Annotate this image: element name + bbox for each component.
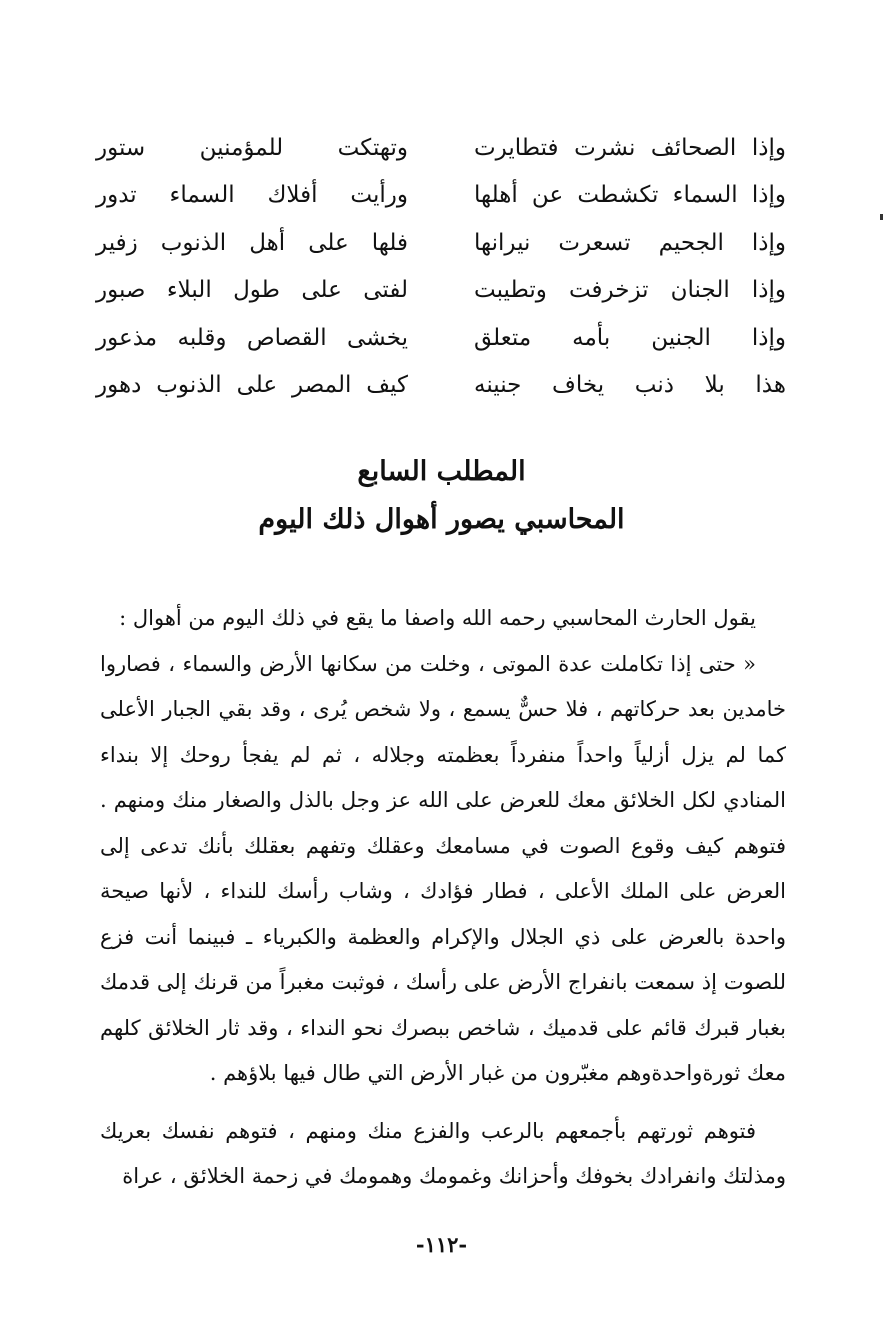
verse-first-hemistich: وإذا الجنين بأمه متعلق — [474, 324, 786, 351]
poem-verse — [96, 362, 786, 410]
poem-verse — [96, 314, 786, 362]
poem-verse — [96, 219, 786, 267]
intro-paragraph: يقول الحارث المحاسبي رحمه الله واصفا ما يقع في ذلك اليوم من أهوال : — [119, 606, 756, 630]
verse-second-hemistich: كيف المصر على الذنوب دهور — [96, 372, 408, 399]
verse-first-hemistich: وإذا الجنان تزخرفت وتطيبت — [474, 277, 786, 304]
section-title: المطلب السابع — [357, 456, 526, 487]
verse-first-hemistich: وإذا الصحائف نشرت فتطايرت — [474, 134, 786, 161]
poem-block — [96, 124, 786, 409]
verse-second-hemistich: ورأيت أفلاك السماء تدور — [96, 182, 408, 209]
quote-paragraph: « حتى إذا تكاملت عدة الموتى ، وخلت من سكانها الأرض والسماء ، فصاروا خامدين بعد حركاتهم ، فلا حسٌّ يسمع ، ولا شخص يُرى ، وقد بقي الجبار الأعلى كما لم يزل أزلياً واحداً منفرداً بعظمته وجلاله ، ثم لم يفجأ روحك إلا بنداء المنادي لكل الخلائق معك للعرض على الله عز وجل بالذل والصغار منك ومنهم . فتوهم كيف وقوع الصوت في مسامعك وعقلك وتفهم بعقلك بأنك تدعى إلى العرض على الملك الأعلى ، فطار فؤادك ، وشاب رأسك للنداء ، لأنها صيحة واحدة بالعرض على ذي الجلال والإكرام والعظمة والكبرياء ـ فبينما أنت فزع للصوت إذ سمعت بانفراج الأرض على رأسك ، فوثبت مغبراً من قرنك إلى قدمك بغبار قبرك قائم على قدميك ، شاخص ببصرك نحو النداء ، وقد ثار الخلائق كلهم معك ثورةواحدةوهم مغبّرون من غبار الأرض التي طال فيها بلاؤهم . — [100, 651, 786, 1085]
section-subtitle: المحاسبي يصور أهوال ذلك اليوم — [258, 504, 625, 535]
verse-first-hemistich: هذا بلا ذنب يخاف جنينه — [474, 372, 786, 399]
verse-second-hemistich: يخشى القصاص وقلبه مذعور — [96, 324, 408, 351]
verse-second-hemistich: فلها على أهل الذنوب زفير — [96, 229, 408, 256]
poem-verse — [96, 267, 786, 315]
poem-verse — [96, 124, 786, 172]
verse-second-hemistich: لفتى على طول البلاء صبور — [96, 277, 408, 304]
poem-verse — [96, 172, 786, 220]
verse-first-hemistich: وإذا السماء تكشطت عن أهلها — [474, 182, 786, 209]
verse-second-hemistich: وتهتكت للمؤمنين ستور — [96, 134, 408, 161]
body-text — [100, 596, 786, 1200]
section-heading — [0, 452, 883, 540]
verse-first-hemistich: وإذا الجحيم تسعرت نيرانها — [474, 229, 786, 256]
page-number: -١١٢- — [415, 1232, 468, 1257]
second-paragraph: فتوهم ثورتهم بأجمعهم بالرعب والفزع منك ومنهم ، فتوهم نفسك بعريك ومذلتك وانفرادك بخوفك وأحزانك وغمومك وهمومك في زحمة الخلائق ، عراة — [100, 1118, 786, 1188]
